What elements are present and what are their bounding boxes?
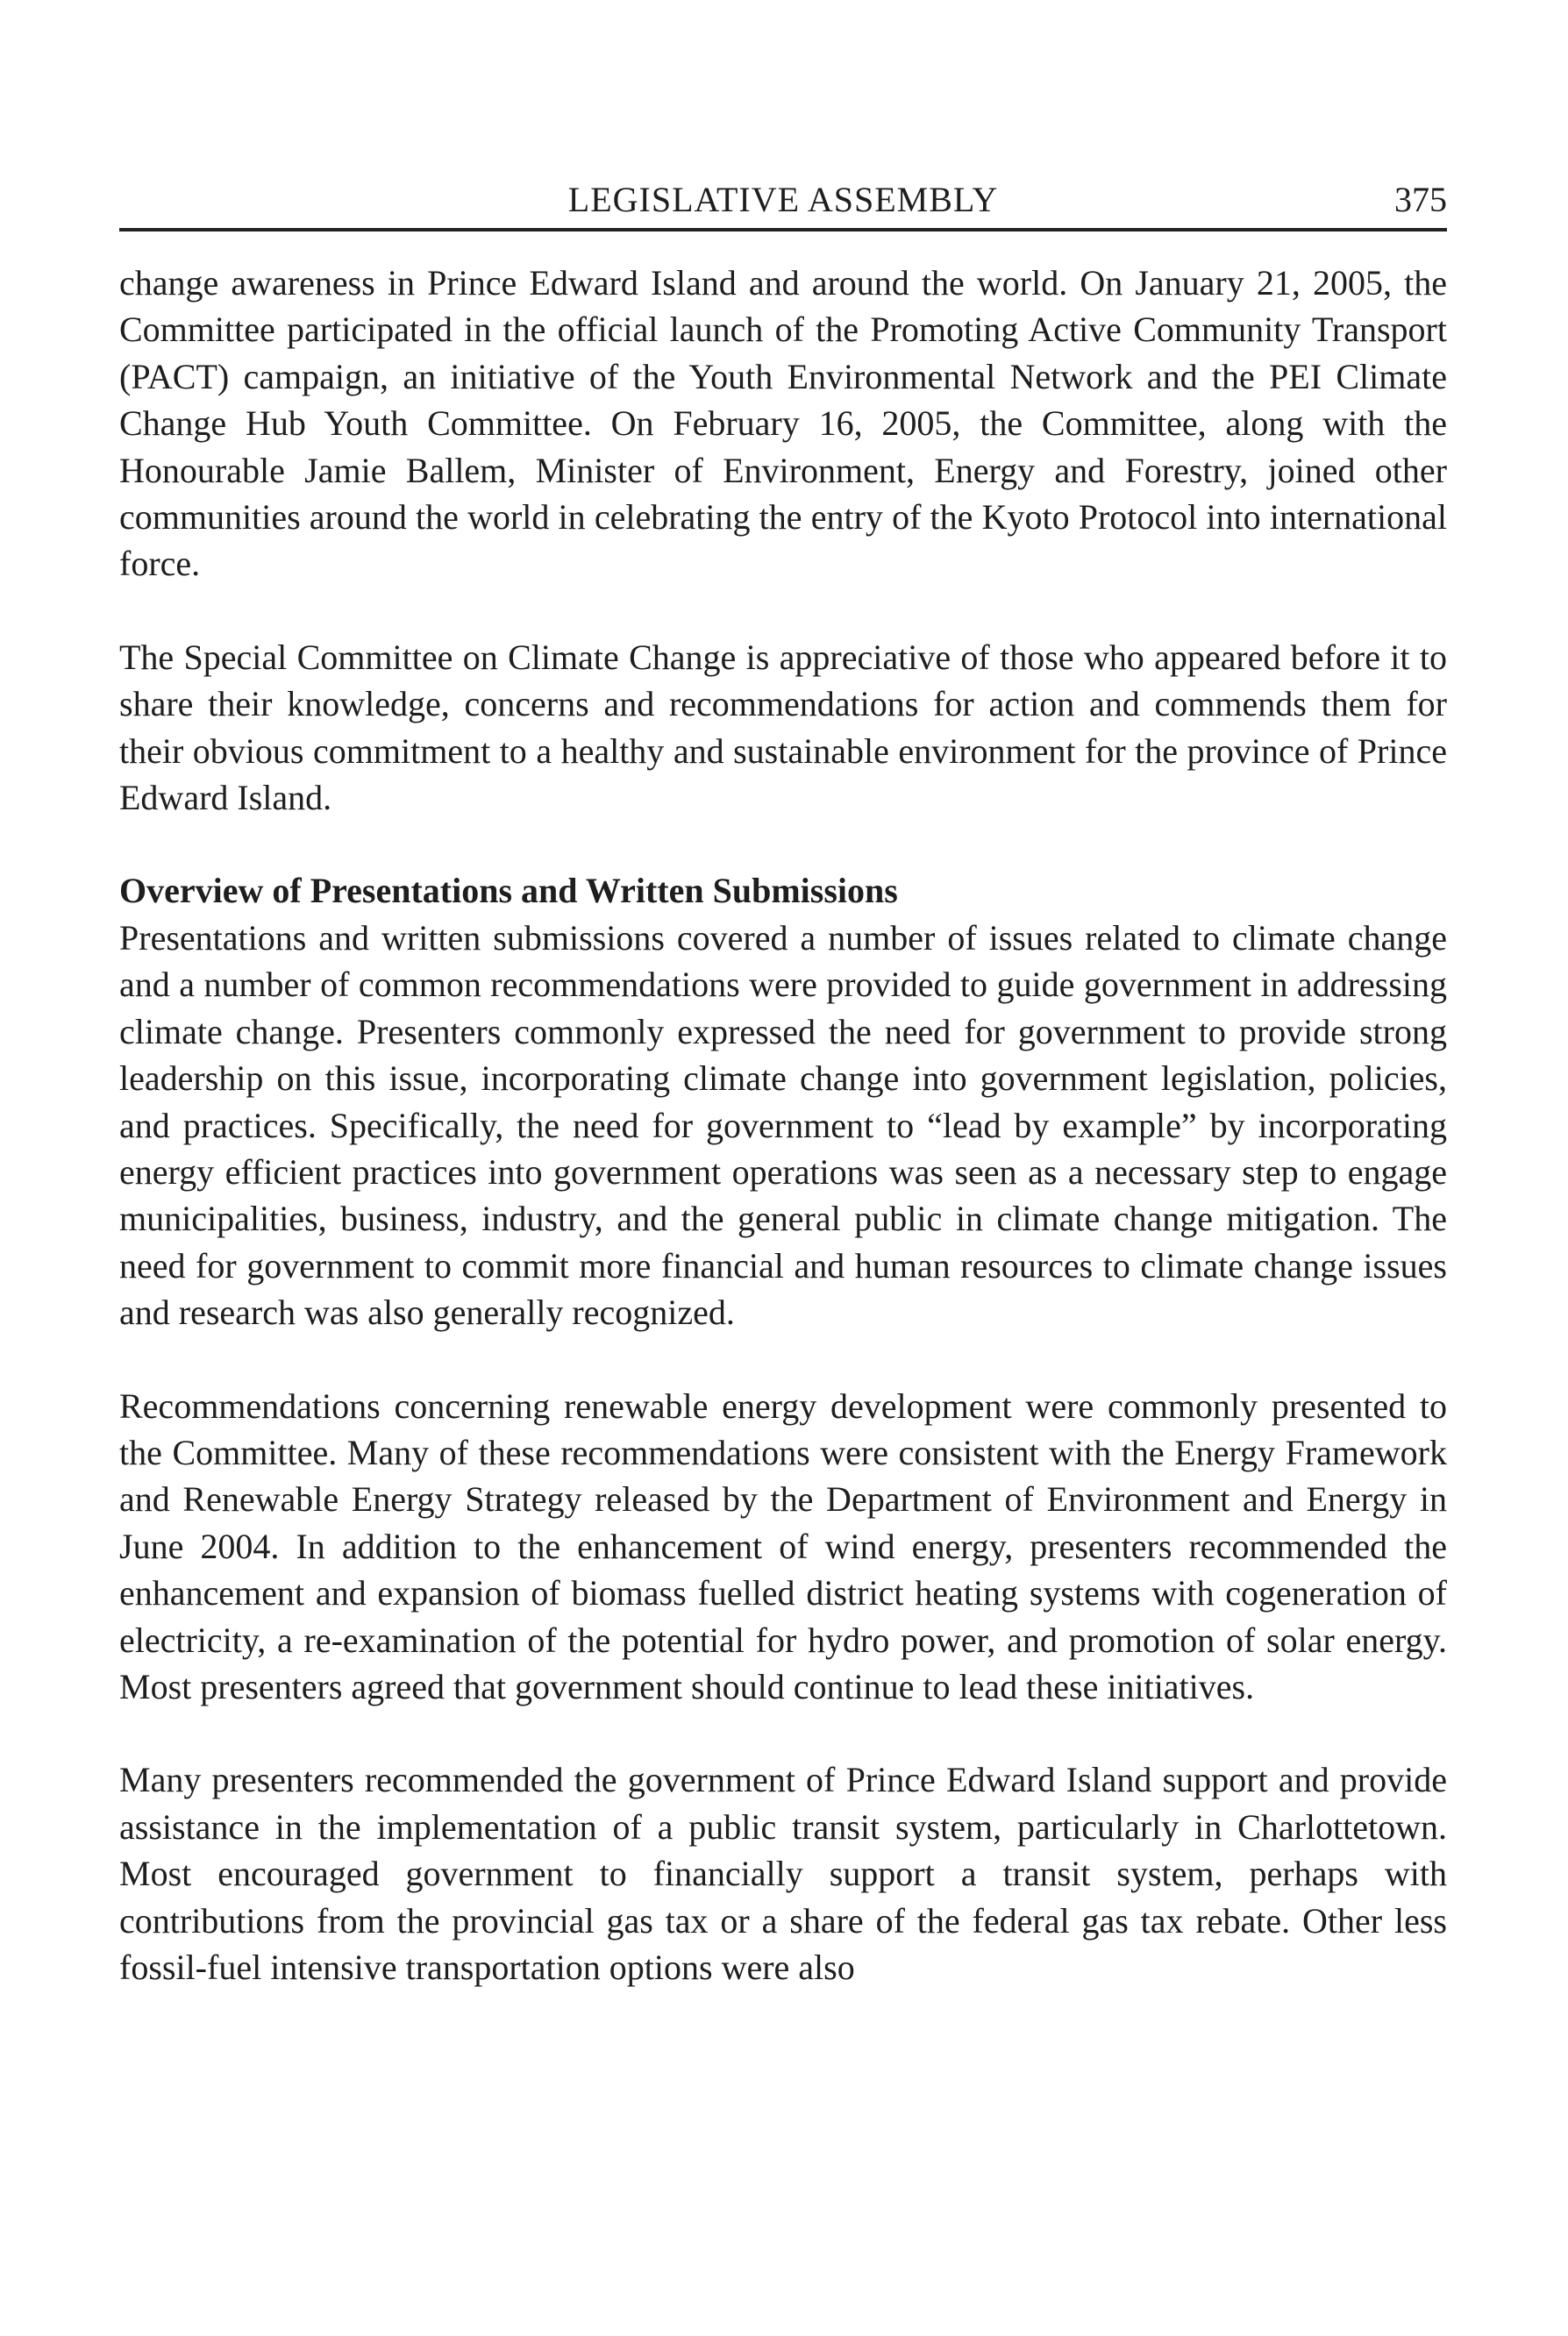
paragraph-gap <box>119 1710 1447 1756</box>
running-header-title: LEGISLATIVE ASSEMBLY <box>567 180 999 219</box>
paragraph-5: Many presenters recommended the government of Prince Edward Island support and provide assistance in the implementation of a public transit system, particularly in Charlottetown. Most encouraged government to financially support a transit system, perhaps with contributions from the provincial gas tax or a share of the federal gas tax rebate. Other less fossil-fuel intensive transportation options were also <box>119 1760 1447 1987</box>
section-heading: Overview of Presentations and Written Submissions <box>119 871 898 911</box>
paragraph-4: Recommendations concerning renewable energy development were commonly presented to the Committee. Many of these recommendations were consistent with the Energy Framework and Renewable Energy Strategy released by the Department of Environment and Energy in June 2004. In addition to the enhancement of wind energy, presenters recommended the enhancement and expansion of biomass fuelled district heating systems with cogeneration of electricity, a re-examination of the potential for hydro power, and promotion of solar energy. Most presenters agreed that government should continue to lead these initiatives. <box>119 1385 1447 1706</box>
paragraph-gap <box>119 1336 1447 1383</box>
paragraph-2: The Special Committee on Climate Change is appreciative of those who appeared before it to share their knowledge, concerns and recommendations for action and commends them for their obvious commitment to a healthy and sustainable environment for the province of Prince Edward Island. <box>119 637 1447 818</box>
paragraph-1: change awareness in Prince Edward Island and around the world. On January 21, 2005, the Committee participated in the official launch of the Promoting Active Community Transport (PACT) campaign, an initiative of the Youth Environmental Network and the PEI Climate Change Hub Youth Committee. On February 16, 2005, the Committee, along with the Honourable Jamie Ballem, Minister of Environment, Energy and Forestry, joined other communities around the world in celebrating the entry of the Kyoto Protocol into international force. <box>119 263 1447 584</box>
running-header <box>119 175 1447 231</box>
paragraph-gap <box>119 821 1447 867</box>
paragraph-gap <box>119 588 1447 634</box>
paragraph-3: Presentations and written submissions covered a number of issues related to climate change and a number of common recommendations were provided to guide government in addressing climate change. Presenters commonly expressed the need for government to provide strong leadership on this issue, incorporating climate change into government legislation, policies, and practices. Specifically, the need for government to “lead by example” by incorporating energy efficient practices into government operations was seen as a necessary step to engage municipalities, business, industry, and the general public in climate change mitigation. The need for government to commit more financial and human resources to climate change issues and research was also generally recognized. <box>119 917 1447 1333</box>
page-number: 375 <box>1394 180 1447 219</box>
body-text <box>119 260 1447 1991</box>
